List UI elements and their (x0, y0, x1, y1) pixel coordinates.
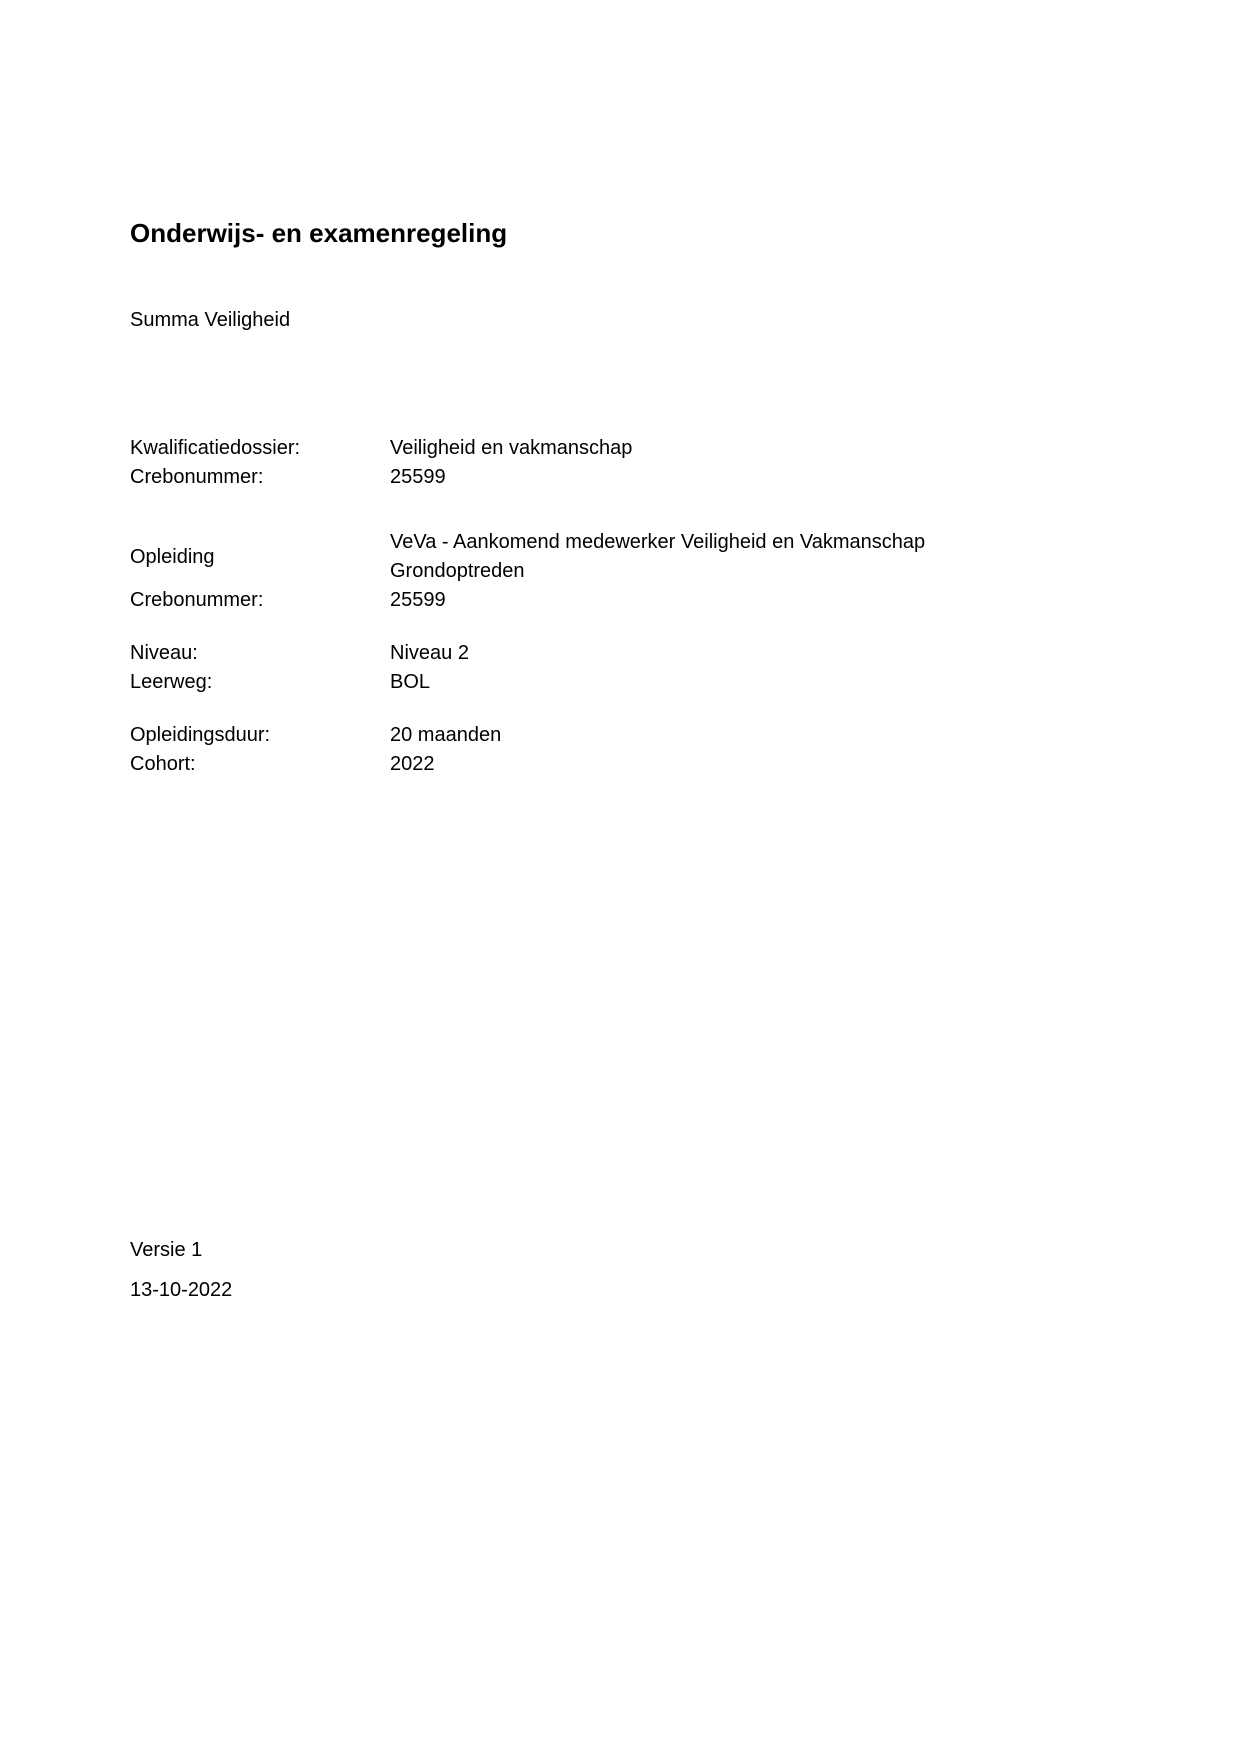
spacer-row (130, 615, 950, 639)
spacer-row (130, 697, 950, 721)
document-title: Onderwijs- en examenregeling (130, 218, 508, 248)
row-value: 25599 (390, 589, 446, 611)
row-value: 20 maanden (390, 724, 502, 746)
row-value: Veiligheid en vakmanschap (390, 437, 633, 459)
version-label: Versie 1 (130, 1239, 203, 1261)
row-label: Niveau: (130, 642, 198, 664)
table-row-crebonummer-2 (130, 586, 950, 615)
row-label: Opleiding (130, 545, 215, 568)
row-value: 2022 (390, 753, 435, 775)
table-row-leerweg (130, 668, 950, 697)
row-label: Cohort: (130, 753, 196, 775)
row-value: VeVa - Aankomend medewerker Veiligheid en Vakmanschap Grondoptreden (390, 531, 926, 582)
row-label: Crebonummer: (130, 589, 264, 611)
program-details-table (130, 434, 950, 779)
table-row-opleiding (130, 528, 950, 586)
row-value: Niveau 2 (390, 642, 469, 664)
table-row-cohort (130, 750, 950, 779)
spacer-row (130, 492, 950, 528)
table-row-crebonummer-1 (130, 463, 950, 492)
spacer-cell (130, 615, 950, 639)
row-label: Crebonummer: (130, 466, 264, 488)
row-value: BOL (390, 671, 431, 693)
row-label: Opleidingsduur: (130, 724, 271, 746)
table-row-opleidingsduur (130, 721, 950, 750)
date-label: 13-10-2022 (130, 1279, 233, 1301)
spacer-cell (130, 492, 950, 528)
table-row-kwalificatiedossier (130, 434, 950, 463)
organization-name: Summa Veiligheid (130, 309, 291, 331)
row-label: Kwalificatiedossier: (130, 437, 301, 459)
row-label: Leerweg: (130, 671, 213, 693)
spacer-cell (130, 697, 950, 721)
row-value: 25599 (390, 466, 446, 488)
table-row-niveau (130, 639, 950, 668)
